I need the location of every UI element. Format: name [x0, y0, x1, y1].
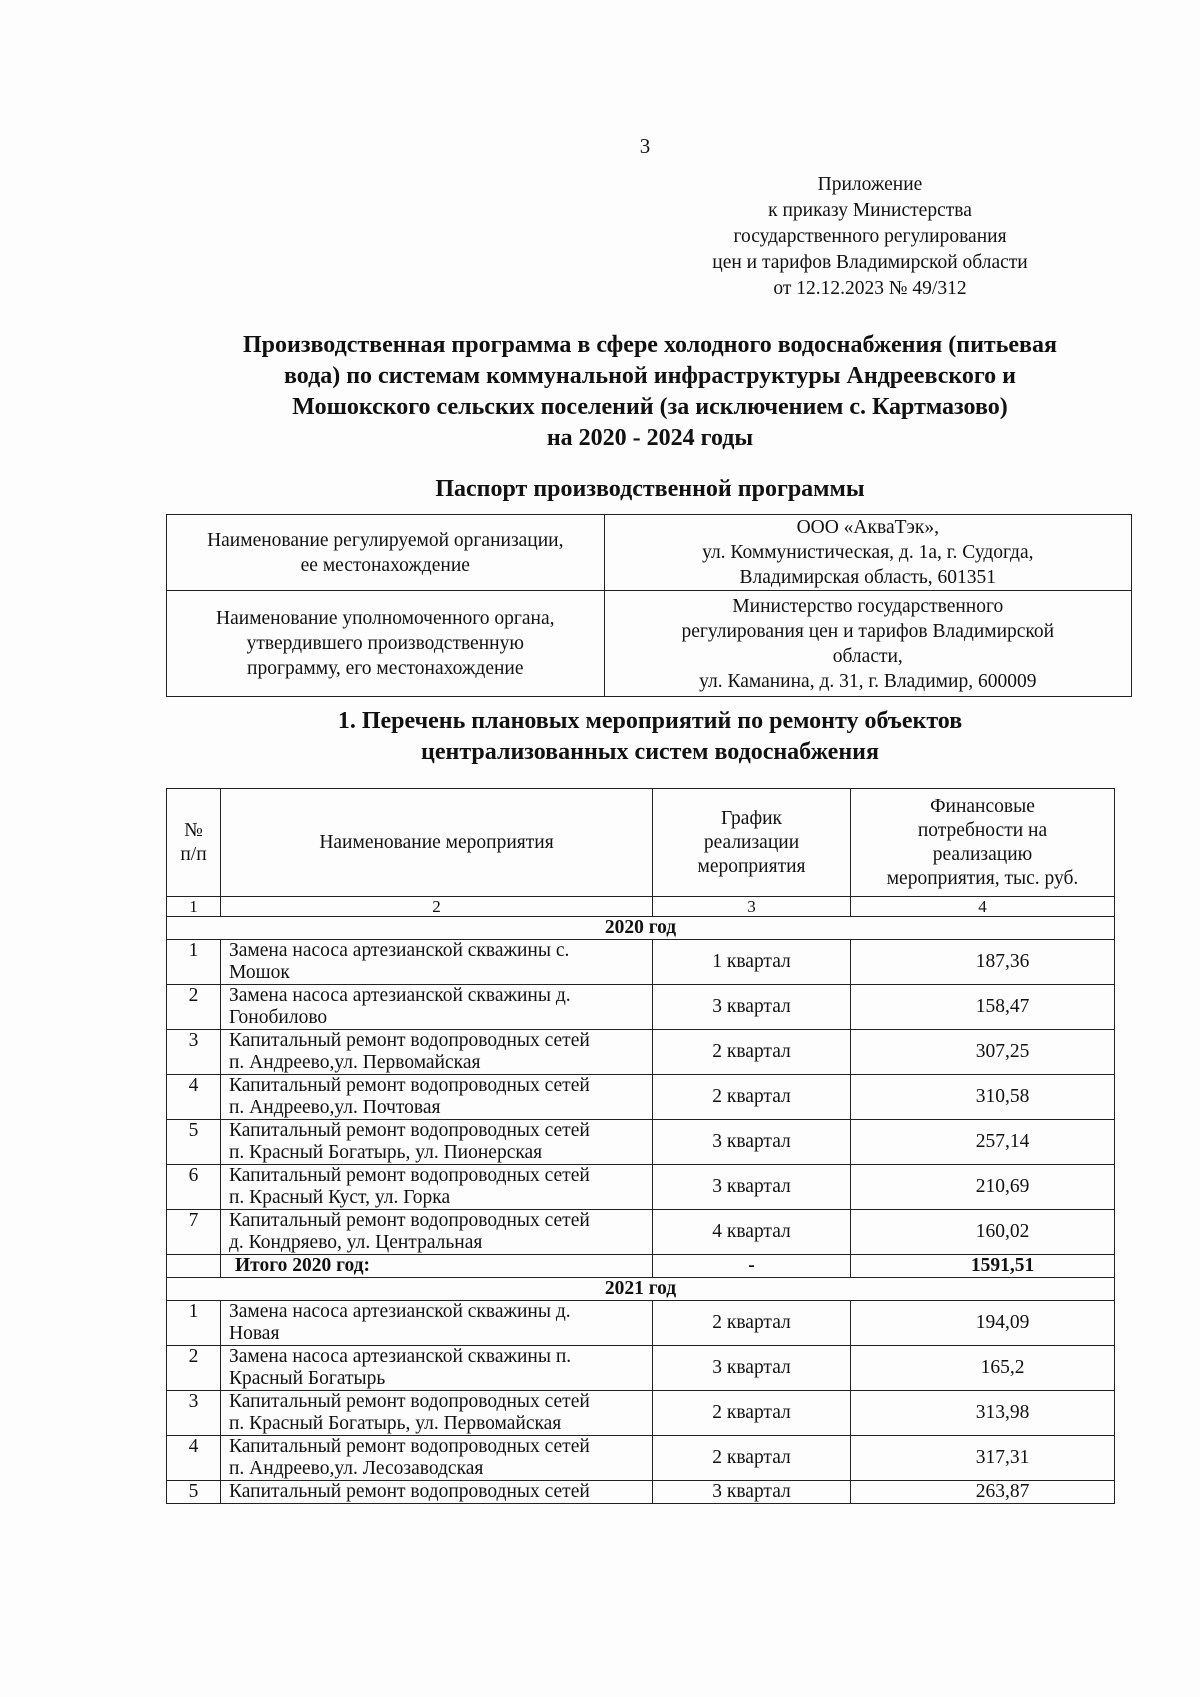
row-name-line: Новая	[229, 1323, 280, 1344]
section-1-title	[170, 706, 1130, 768]
total-row	[167, 1255, 1115, 1278]
row-cost: 313,98	[851, 1391, 1115, 1436]
row-num: 3	[167, 1391, 221, 1436]
header-schedule-line: График	[721, 807, 782, 829]
header-num-line: п/п	[180, 843, 207, 865]
table-row	[167, 940, 1115, 985]
row-cost: 317,31	[851, 1436, 1115, 1481]
header-cost-line: потребности на	[917, 819, 1048, 841]
row-num: 2	[167, 985, 221, 1030]
row-schedule: 2 квартал	[653, 1391, 851, 1436]
passport-value-line: Владимирская область, 601351	[739, 567, 997, 588]
year-row	[167, 1278, 1115, 1301]
row-name	[221, 1391, 653, 1436]
row-name	[221, 1120, 653, 1165]
appendix-date-number: от 12.12.2023 № 49/312	[773, 278, 967, 299]
table-row	[167, 985, 1115, 1030]
row-num: 7	[167, 1210, 221, 1255]
row-schedule: 2 квартал	[653, 1436, 851, 1481]
column-index: 3	[653, 897, 851, 917]
row-num: 4	[167, 1436, 221, 1481]
row-schedule: 3 квартал	[653, 1120, 851, 1165]
total-label: Итого 2020 год:	[221, 1255, 653, 1278]
row-name	[221, 1436, 653, 1481]
row-name-line: п. Красный Куст, ул. Горка	[229, 1187, 451, 1208]
header-num	[167, 789, 221, 897]
row-schedule: 1 квартал	[653, 940, 851, 985]
header-cost-line: мероприятия, тыс. руб.	[886, 867, 1079, 889]
row-schedule: 3 квартал	[653, 1346, 851, 1391]
appendix-line: цен и тарифов Владимирской области	[712, 252, 1028, 273]
row-cost: 310,58	[851, 1075, 1115, 1120]
header-schedule-line: мероприятия	[697, 855, 806, 877]
passport-value-cell	[604, 591, 1131, 697]
row-name-line: п. Красный Богатырь, ул. Первомайская	[229, 1413, 562, 1434]
row-num: 5	[167, 1120, 221, 1165]
table-row	[167, 1391, 1115, 1436]
row-name	[221, 1165, 653, 1210]
table-row	[167, 1481, 1115, 1504]
year-label: 2021 год	[167, 1278, 1115, 1301]
column-index: 1	[167, 897, 221, 917]
events-table	[166, 788, 1115, 1504]
passport-row	[167, 515, 1132, 591]
column-index: 2	[221, 897, 653, 917]
total-schedule: -	[653, 1255, 851, 1278]
header-schedule-line: реализации	[703, 831, 800, 853]
row-name-line: Капитальный ремонт водопроводных сетей	[229, 1165, 590, 1186]
appendix-header	[660, 172, 1080, 302]
passport-label-line: Наименование регулируемой организации,	[207, 529, 564, 551]
row-name	[221, 985, 653, 1030]
row-name	[221, 940, 653, 985]
row-name-line: Красный Богатырь	[229, 1368, 386, 1389]
row-schedule: 3 квартал	[653, 985, 851, 1030]
passport-value-line: ООО «АкваТэк»,	[796, 517, 939, 538]
row-num: 6	[167, 1165, 221, 1210]
passport-row	[167, 591, 1132, 697]
row-name-line: п. Андреево,ул. Почтовая	[229, 1097, 441, 1118]
appendix-line: Приложение	[817, 174, 923, 195]
table-row	[167, 1436, 1115, 1481]
column-index: 4	[851, 897, 1115, 917]
table-row	[167, 1346, 1115, 1391]
title-line: Производственная программа в сфере холодного водоснабжения (питьевая	[243, 332, 1057, 358]
row-schedule: 3 квартал	[653, 1165, 851, 1210]
row-name-line: Капитальный ремонт водопроводных сетей	[229, 1436, 590, 1457]
row-name-line: Замена насоса артезианской скважины д.	[229, 985, 571, 1006]
row-name-line: Замена насоса артезианской скважины п.	[229, 1346, 572, 1367]
passport-value-cell	[604, 515, 1131, 591]
row-num: 3	[167, 1030, 221, 1075]
row-name-line: Капитальный ремонт водопроводных сетей	[229, 1075, 590, 1096]
row-name-line: п. Красный Богатырь, ул. Пионерская	[229, 1142, 543, 1163]
title-line: на 2020 - 2024 годы	[546, 425, 754, 451]
passport-title: Паспорт производственной программы	[435, 476, 865, 502]
row-name-line: Гонобилово	[229, 1007, 328, 1028]
row-name-line: Замена насоса артезианской скважины д.	[229, 1301, 571, 1322]
row-name-line: Капитальный ремонт водопроводных сетей	[229, 1030, 590, 1051]
row-name	[221, 1075, 653, 1120]
passport-value-line: ул. Коммунистическая, д. 1а, г. Судогда,	[702, 542, 1034, 563]
table-row	[167, 1165, 1115, 1210]
table-row	[167, 1075, 1115, 1120]
table-row	[167, 1030, 1115, 1075]
row-schedule: 2 квартал	[653, 1301, 851, 1346]
passport-label-line: ее местонахождение	[300, 554, 470, 576]
passport-label-cell	[167, 515, 605, 591]
row-name-line: д. Кондряево, ул. Центральная	[229, 1232, 483, 1253]
table-row	[167, 1210, 1115, 1255]
row-cost: 194,09	[851, 1301, 1115, 1346]
section-title-line: 1. Перечень плановых мероприятий по ремонту объектов	[337, 708, 963, 734]
passport-value-line: области,	[832, 645, 903, 667]
title-line: вода) по системам коммунальной инфраструктуры Андреевского и	[283, 363, 1017, 389]
passport-label-line: утвердившего производственную	[246, 633, 524, 654]
row-num: 4	[167, 1075, 221, 1120]
header-num-line: №	[184, 819, 203, 841]
row-num: 1	[167, 1301, 221, 1346]
passport-label-cell	[167, 591, 605, 697]
row-cost: 307,25	[851, 1030, 1115, 1075]
row-schedule: 4 квартал	[653, 1210, 851, 1255]
header-cost	[851, 789, 1115, 897]
table-row	[167, 1120, 1115, 1165]
passport-table	[166, 514, 1132, 697]
header-schedule	[653, 789, 851, 897]
row-cost: 210,69	[851, 1165, 1115, 1210]
table-header-row	[167, 789, 1115, 897]
year-label: 2020 год	[167, 917, 1115, 940]
passport-value-line: регулирования цен и тарифов Владимирской	[681, 620, 1055, 642]
row-cost: 160,02	[851, 1210, 1115, 1255]
passport-label-line: Наименование уполномоченного органа,	[216, 608, 555, 629]
appendix-line: к приказу Министерства	[768, 200, 972, 221]
column-index-row	[167, 897, 1115, 917]
document-title	[170, 330, 1130, 454]
row-name-line: Замена насоса артезианской скважины с.	[229, 940, 570, 961]
row-name	[221, 1346, 653, 1391]
passport-label-line: программу, его местонахождение	[247, 658, 524, 679]
row-name-line: Капитальный ремонт водопроводных сетей	[229, 1391, 590, 1412]
page-number: 3	[639, 134, 651, 158]
row-name	[221, 1030, 653, 1075]
row-schedule: 3 квартал	[653, 1481, 851, 1504]
row-name-line: Капитальный ремонт водопроводных сетей	[229, 1481, 590, 1502]
row-cost: 263,87	[851, 1481, 1115, 1504]
table-row	[167, 1301, 1115, 1346]
row-cost: 158,47	[851, 985, 1115, 1030]
year-row	[167, 917, 1115, 940]
header-cost-line: Финансовые	[930, 795, 1035, 817]
total-cost: 1591,51	[851, 1255, 1115, 1278]
row-name-line: п. Андреево,ул. Лесозаводская	[229, 1458, 484, 1479]
row-name	[221, 1301, 653, 1346]
section-title-line: централизованных систем водоснабжения	[421, 739, 879, 765]
header-name: Наименование мероприятия	[221, 789, 653, 897]
row-name-line: Капитальный ремонт водопроводных сетей	[229, 1120, 590, 1141]
row-name	[221, 1481, 653, 1504]
row-name-line: Мошок	[229, 962, 290, 983]
row-num: 1	[167, 940, 221, 985]
total-num	[167, 1255, 221, 1278]
row-cost: 257,14	[851, 1120, 1115, 1165]
row-name	[221, 1210, 653, 1255]
row-cost: 165,2	[851, 1346, 1115, 1391]
row-cost: 187,36	[851, 940, 1115, 985]
row-name-line: п. Андреево,ул. Первомайская	[229, 1052, 481, 1073]
row-name-line: Капитальный ремонт водопроводных сетей	[229, 1210, 590, 1231]
passport-value-line: Министерство государственного	[732, 595, 1004, 617]
row-schedule: 2 квартал	[653, 1030, 851, 1075]
row-num: 2	[167, 1346, 221, 1391]
title-line: Мошокского сельских поселений (за исключением с. Картмазово)	[292, 394, 1008, 420]
row-schedule: 2 квартал	[653, 1075, 851, 1120]
passport-value-line: ул. Каманина, д. 31, г. Владимир, 600009	[699, 670, 1037, 692]
header-cost-line: реализацию	[932, 843, 1033, 865]
row-num: 5	[167, 1481, 221, 1504]
appendix-line: государственного регулирования	[733, 226, 1007, 247]
